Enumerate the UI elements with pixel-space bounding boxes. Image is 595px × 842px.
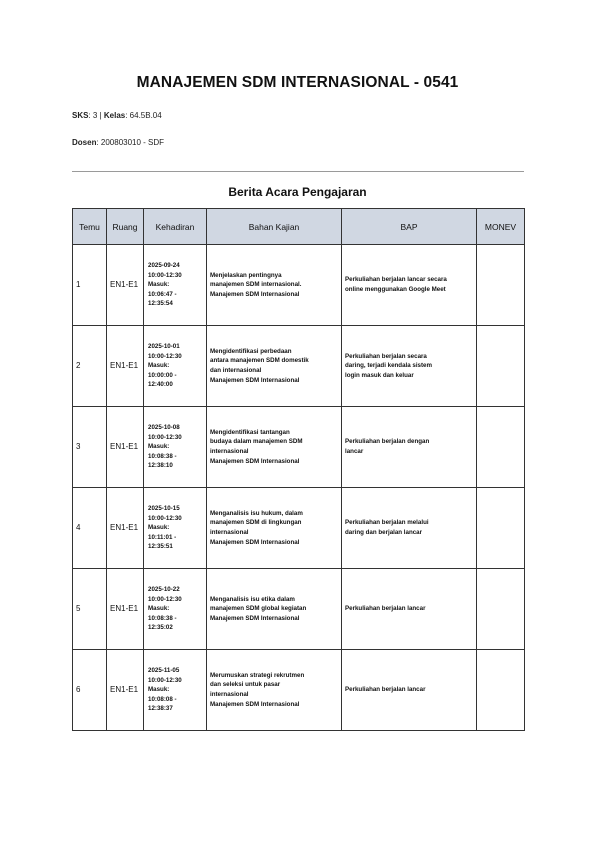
kehadiran-line: 10:00-12:30 — [148, 271, 182, 279]
bahan-kajian-line: manajemen SDM global kegiatan — [210, 605, 307, 613]
kehadiran-line: 2025-09-24 — [148, 262, 180, 270]
kehadiran-line: 10:00-12:30 — [148, 514, 182, 522]
bap-line: Perkuliahan berjalan melalui — [345, 519, 429, 527]
bahan-kajian-line: Manajemen SDM Internasional — [210, 376, 300, 384]
kelas-label: Kelas — [103, 111, 126, 120]
bap-line: daring dan berjalan lancar — [345, 529, 423, 536]
kehadiran-cell — [144, 488, 207, 569]
kehadiran-cell — [144, 407, 207, 488]
divider — [72, 171, 524, 172]
kehadiran-line: 10:08:38 - — [148, 452, 177, 460]
bahan-kajian-line: Manajemen SDM Internasional — [210, 538, 300, 546]
section-title: Berita Acara Pengajaran — [228, 185, 367, 199]
kehadiran-line: 12:38:37 — [148, 705, 173, 713]
monev-cell — [477, 407, 525, 488]
bahan-kajian-line: manajemen SDM di lingkungan — [210, 519, 302, 527]
bahan-kajian-line: internasional — [210, 448, 249, 455]
monev-cell — [477, 569, 525, 650]
table-row — [73, 569, 525, 650]
table-row — [73, 407, 525, 488]
bahan-kajian-line: Mengidentifikasi tantangan — [210, 428, 290, 436]
bahan-kajian-line: Manajemen SDM Internasional — [210, 290, 300, 298]
temu-cell: 2 — [73, 326, 107, 407]
bahan-kajian-cell — [207, 326, 342, 407]
kehadiran-line: 12:38:10 — [148, 462, 173, 470]
kehadiran-line: 12:40:00 — [148, 381, 173, 389]
monev-cell — [477, 488, 525, 569]
kehadiran-line: Masuk: — [148, 443, 170, 451]
kehadiran-line: 2025-11-05 — [148, 667, 180, 675]
kehadiran-line: Masuk: — [148, 605, 170, 613]
bap-cell — [342, 407, 477, 488]
kehadiran-line: 10:06:47 - — [148, 290, 177, 298]
bap-line: Perkuliahan berjalan secara — [345, 352, 427, 360]
kehadiran-cell — [144, 650, 207, 731]
table-row — [73, 245, 525, 326]
bahan-kajian-line: budaya dalam manajemen SDM — [210, 438, 303, 446]
bap-cell — [342, 569, 477, 650]
monev-cell — [477, 245, 525, 326]
column-header-kehadiran: Kehadiran — [144, 209, 207, 245]
kehadiran-line: 10:08:38 - — [148, 614, 177, 622]
bahan-kajian-line: Mengidentifikasi perbedaan — [210, 347, 292, 355]
bap-line: Perkuliahan berjalan lancar secara — [345, 276, 447, 284]
kehadiran-line: 2025-10-08 — [148, 424, 180, 432]
temu-cell: 5 — [73, 569, 107, 650]
bap-cell — [342, 245, 477, 326]
column-header-monev: MONEV — [477, 209, 525, 245]
kehadiran-line: 10:00-12:30 — [148, 595, 182, 603]
temu-cell: 4 — [73, 488, 107, 569]
ruang-cell: EN1-E1 — [107, 569, 144, 650]
page-title: MANAJEMEN SDM INTERNASIONAL - 0541 — [136, 74, 459, 91]
ruang-cell: EN1-E1 — [107, 326, 144, 407]
bahan-kajian-line: dan seleksi untuk pasar — [210, 681, 281, 689]
temu-cell: 6 — [73, 650, 107, 731]
ruang-cell: EN1-E1 — [107, 488, 144, 569]
sks-value: : 3 | — [88, 111, 104, 120]
bap-line: online menggunakan Google Meet — [345, 286, 446, 293]
bahan-kajian-line: Manajemen SDM Internasional — [210, 700, 300, 708]
dosen-value: : 200803010 - SDF — [96, 138, 165, 147]
bahan-kajian-line: dan internasional — [210, 367, 262, 374]
bahan-kajian-line: manajemen SDM internasional. — [210, 281, 302, 289]
monev-cell — [477, 650, 525, 731]
kehadiran-line: 10:00-12:30 — [148, 676, 182, 684]
bap-line: lancar — [345, 448, 364, 455]
bahan-kajian-cell — [207, 407, 342, 488]
sks-label: SKS — [72, 111, 89, 120]
bahan-kajian-line: Manajemen SDM Internasional — [210, 457, 300, 465]
bahan-kajian-cell — [207, 245, 342, 326]
kehadiran-line: Masuk: — [148, 281, 170, 289]
kehadiran-line: 2025-10-22 — [148, 586, 180, 594]
kehadiran-line: 10:08:08 - — [148, 695, 177, 703]
kehadiran-line: Masuk: — [148, 362, 170, 370]
monev-cell — [477, 326, 525, 407]
bahan-kajian-line: internasional — [210, 529, 249, 536]
kehadiran-line: 12:35:51 — [148, 543, 173, 551]
kehadiran-line: 12:35:54 — [148, 300, 173, 308]
kehadiran-line: Masuk: — [148, 686, 170, 694]
bahan-kajian-line: Menjelaskan pentingnya — [210, 271, 282, 279]
kehadiran-line: 2025-10-15 — [148, 505, 180, 513]
table-row — [73, 488, 525, 569]
kehadiran-line: 2025-10-01 — [148, 343, 180, 351]
kehadiran-line: Masuk: — [148, 524, 170, 532]
bahan-kajian-cell — [207, 569, 342, 650]
column-header-bap: BAP — [342, 209, 477, 245]
kehadiran-line: 12:35:02 — [148, 624, 173, 632]
kehadiran-line: 10:00:00 - — [148, 371, 177, 379]
table-row — [73, 326, 525, 407]
ruang-cell: EN1-E1 — [107, 245, 144, 326]
course-info — [72, 111, 162, 120]
bap-line: login masuk dan keluar — [345, 371, 414, 379]
ruang-cell: EN1-E1 — [107, 407, 144, 488]
bap-line: daring, terjadi kendala sistem — [345, 362, 432, 370]
column-header-ruang: Ruang — [107, 209, 144, 245]
bahan-kajian-line: internasional — [210, 691, 249, 698]
bahan-kajian-line: Merumuskan strategi rekrutmen — [210, 671, 305, 679]
ruang-cell: EN1-E1 — [107, 650, 144, 731]
kehadiran-cell — [144, 326, 207, 407]
bap-cell — [342, 326, 477, 407]
bahan-kajian-line: Menganalisis isu hukum, dalam — [210, 509, 303, 517]
bahan-kajian-line: Menganalisis isu etika dalam — [210, 595, 295, 603]
kehadiran-cell — [144, 569, 207, 650]
temu-cell: 3 — [73, 407, 107, 488]
bap-line: Perkuliahan berjalan dengan — [345, 438, 430, 446]
kehadiran-line: 10:00-12:30 — [148, 352, 182, 360]
bahan-kajian-cell — [207, 488, 342, 569]
table-row — [73, 650, 525, 731]
bahan-kajian-cell — [207, 650, 342, 731]
bap-line: Perkuliahan berjalan lancar — [345, 686, 426, 694]
column-header-temu: Temu — [73, 209, 107, 245]
kehadiran-cell — [144, 245, 207, 326]
bap-line: Perkuliahan berjalan lancar — [345, 605, 426, 613]
kehadiran-line: 10:11:01 - — [148, 533, 177, 541]
bahan-kajian-line: Manajemen SDM Internasional — [210, 614, 300, 622]
lecturer-info — [72, 138, 164, 147]
teaching-report-table — [72, 208, 525, 731]
kehadiran-line: 10:00-12:30 — [148, 433, 182, 441]
table-header-row — [73, 209, 525, 245]
column-header-bahan-kajian: Bahan Kajian — [207, 209, 342, 245]
dosen-label: Dosen — [72, 138, 97, 147]
bap-cell — [342, 488, 477, 569]
bap-cell — [342, 650, 477, 731]
temu-cell: 1 — [73, 245, 107, 326]
kelas-value: : 64.5B.04 — [125, 111, 162, 120]
bahan-kajian-line: antara manajemen SDM domestik — [210, 357, 309, 365]
